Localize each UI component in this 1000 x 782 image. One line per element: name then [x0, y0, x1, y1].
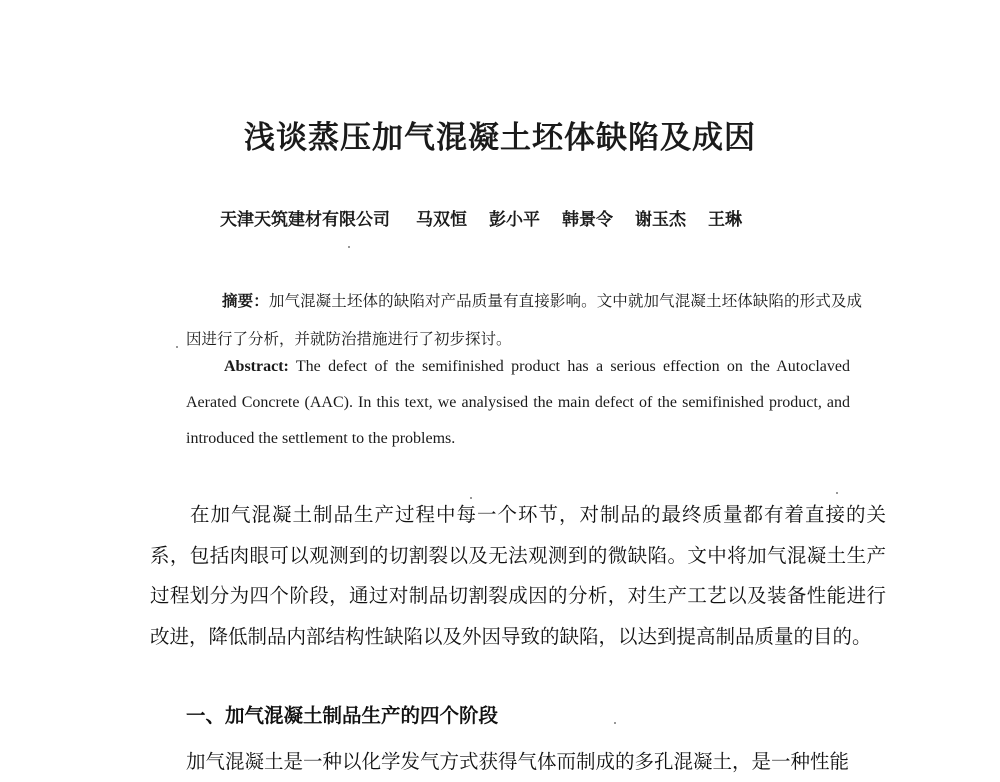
author-organization: 天津天筑建材有限公司 — [220, 210, 390, 230]
scan-speck — [836, 492, 838, 494]
author-name: 彭小平 — [489, 210, 540, 230]
author-name: 王琳 — [708, 210, 742, 230]
author-name: 韩景令 — [562, 210, 613, 230]
scan-speck — [348, 246, 350, 248]
section-heading: 一、加气混凝土制品生产的四个阶段 — [186, 704, 499, 727]
section-paragraph-partial — [186, 742, 886, 773]
author-name: 谢玉杰 — [635, 210, 686, 230]
scan-speck — [176, 346, 178, 348]
abstract-chinese — [186, 282, 862, 358]
section-paragraph-text: 加气混凝土是一种以化学发气方式获得气体而制成的多孔混凝土，是一种性能 — [186, 750, 850, 773]
scan-speck — [470, 497, 472, 499]
author-line — [220, 205, 764, 230]
abstract-chinese-text: 加气混凝土坯体的缺陷对产品质量有直接影响。文中就加气混凝土坯体缺陷的形式及成因进行了分析，并就防治措施进行了初步探讨。 — [186, 292, 862, 348]
paper-title: 浅谈蒸压加气混凝土坯体缺陷及成因 — [244, 120, 756, 156]
abstract-english-label: Abstract: — [224, 358, 289, 375]
abstract-chinese-label: 摘要： — [222, 291, 269, 310]
intro-paragraph: 在加气混凝土制品生产过程中每一个环节，对制品的最终质量都有着直接的关系，包括肉眼可以观测到的切割裂以及无法观测到的微缺陷。文中将加气混凝土生产过程划分为四个阶段，通过对制品切割裂成因的分析，对生产工艺以及装备性能进行改进，降低制品内部结构性缺陷以及外因导致的缺陷，以达到提高制品质量的目的。 — [150, 503, 886, 648]
author-name: 马双恒 — [416, 210, 467, 230]
abstract-english-text: The defect of the semifinished product has a serious effection on the Autoclaved Aerated Concrete (AAC). In this text, we analysised the main defect of the semifinished product, and introduced the settlement to the problems. — [186, 358, 850, 447]
abstract-english — [186, 349, 850, 457]
scan-speck — [614, 722, 616, 724]
